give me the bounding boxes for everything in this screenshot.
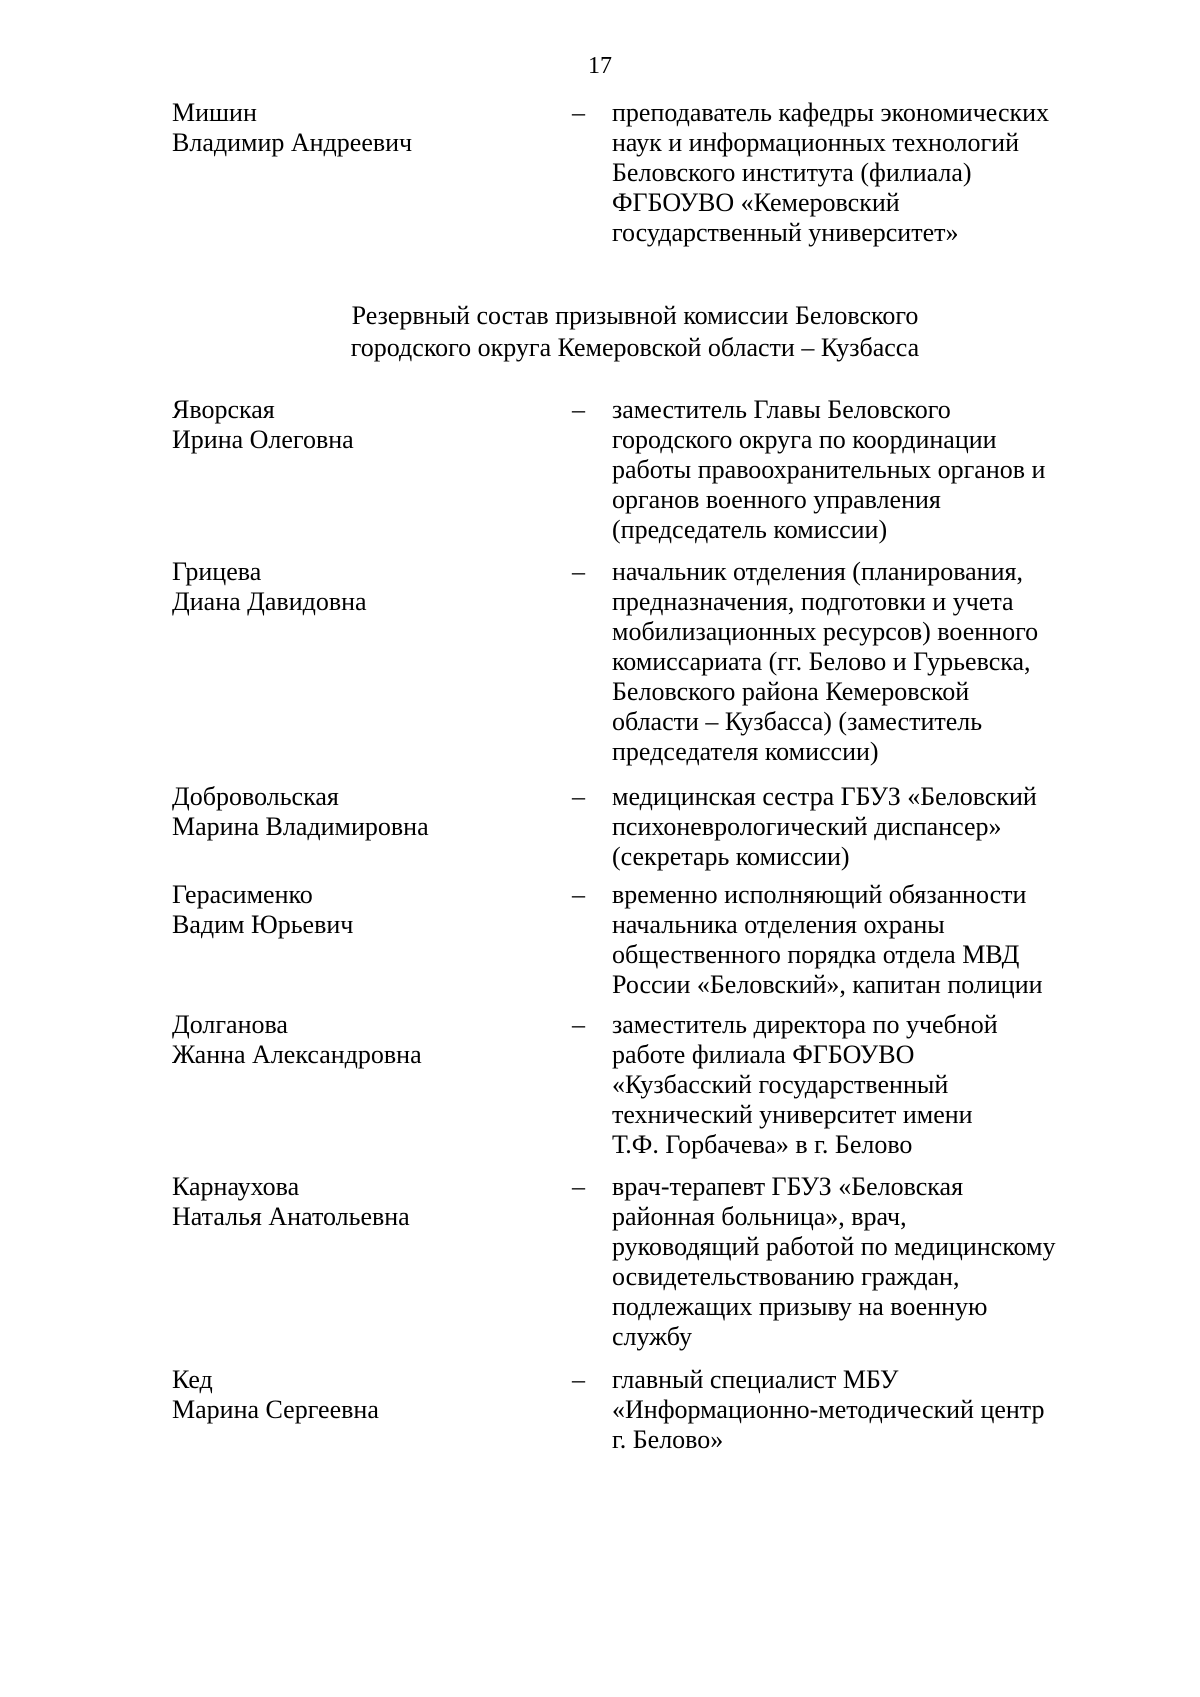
member-given-name: Марина Сергеевна [172,1395,379,1424]
position-line: психоневрологический диспансер» [612,812,1002,841]
dash-separator: – [572,1365,585,1394]
dash-separator: – [572,1172,585,1201]
member-position [612,557,1038,767]
position-line: «Информационно-методический центр [612,1395,1045,1424]
position-line: общественного порядка отдела МВД [612,940,1020,969]
position-line: мобилизационных ресурсов) военного [612,617,1039,646]
heading-line: городского округа Кемеровской области – Кузбасса [350,333,920,362]
position-line: наук и информационных технологий [612,128,1019,157]
position-line: председателя комиссии) [612,737,879,766]
section-heading [0,300,1200,364]
member-position [612,395,1045,545]
position-line: органов военного управления [612,485,941,514]
page-number: 17 [588,53,612,79]
member-given-name: Ирина Олеговна [172,425,354,454]
position-line: г. Белово» [612,1425,724,1454]
position-line: преподаватель кафедры экономических [612,98,1050,127]
member-position [612,1172,1055,1352]
position-line: Беловского института (филиала) [612,158,972,187]
member-surname: Кед [172,1365,213,1394]
position-line: технический университет имени [612,1100,973,1129]
dash-separator: – [572,557,585,586]
member-name [172,880,353,940]
position-line: области – Кузбасса) (заместитель [612,707,983,736]
member-name [172,782,429,842]
member-given-name: Наталья Анатольевна [172,1202,410,1231]
dash-separator: – [572,782,585,811]
member-given-name: Вадим Юрьевич [172,910,354,939]
position-line: работы правоохранительных органов и [612,455,1046,484]
member-surname: Герасименко [172,880,313,909]
member-name [172,98,412,158]
position-line: предназначения, подготовки и учета [612,587,1014,616]
member-position [612,1010,998,1160]
member-name [172,1365,379,1425]
position-line: (секретарь комиссии) [612,842,850,871]
position-line: государственный университет» [612,218,959,247]
position-line: главный специалист МБУ [612,1365,899,1394]
dash-separator: – [572,880,585,909]
member-name [172,395,354,455]
position-line: руководящий работой по медицинскому [612,1232,1056,1261]
member-surname: Грицева [172,557,262,586]
dash-separator: – [572,98,585,127]
position-line: работе филиала ФГБОУВО [612,1040,915,1069]
position-line: заместитель директора по учебной [612,1010,998,1039]
position-line: Беловского района Кемеровской [612,677,970,706]
member-surname: Карнаухова [172,1172,300,1201]
position-line: начальник отделения (планирования, [612,557,1023,586]
position-line: Т.Ф. Горбачева» в г. Белово [612,1130,913,1159]
member-given-name: Марина Владимировна [172,812,429,841]
position-line: комиссариата (гг. Белово и Гурьевска, [612,647,1031,676]
member-position [612,880,1043,1000]
position-line: заместитель Главы Беловского [612,395,951,424]
position-line: временно исполняющий обязанности [612,880,1027,909]
position-line: медицинская сестра ГБУЗ «Беловский [612,782,1037,811]
position-line: районная больница», врач, [612,1202,907,1231]
member-name [172,1172,410,1232]
member-position [612,98,1049,248]
member-given-name: Диана Давидовна [172,587,367,616]
position-line: России «Беловский», капитан полиции [612,970,1043,999]
member-given-name: Владимир Андреевич [172,128,413,157]
position-line: «Кузбасский государственный [612,1070,949,1099]
dash-separator: – [572,1010,585,1039]
position-line: начальника отделения охраны [612,910,945,939]
member-given-name: Жанна Александровна [172,1040,422,1069]
position-line: ФГБОУВО «Кемеровский [612,188,900,217]
position-line: освидетельствованию граждан, [612,1262,960,1291]
member-surname: Добровольская [172,782,339,811]
member-position [612,782,1037,872]
heading-line: Резервный состав призывной комиссии Беловского [351,301,919,330]
member-name [172,557,367,617]
member-position [612,1365,1045,1455]
position-line: (председатель комиссии) [612,515,888,544]
position-line: городского округа по координации [612,425,997,454]
position-line: службу [612,1322,693,1351]
position-line: врач-терапевт ГБУЗ «Беловская [612,1172,964,1201]
member-surname: Долганова [172,1010,288,1039]
position-line: подлежащих призыву на военную [612,1292,988,1321]
member-name [172,1010,422,1070]
member-surname: Яворская [172,395,275,424]
dash-separator: – [572,395,585,424]
member-surname: Мишин [172,98,257,127]
